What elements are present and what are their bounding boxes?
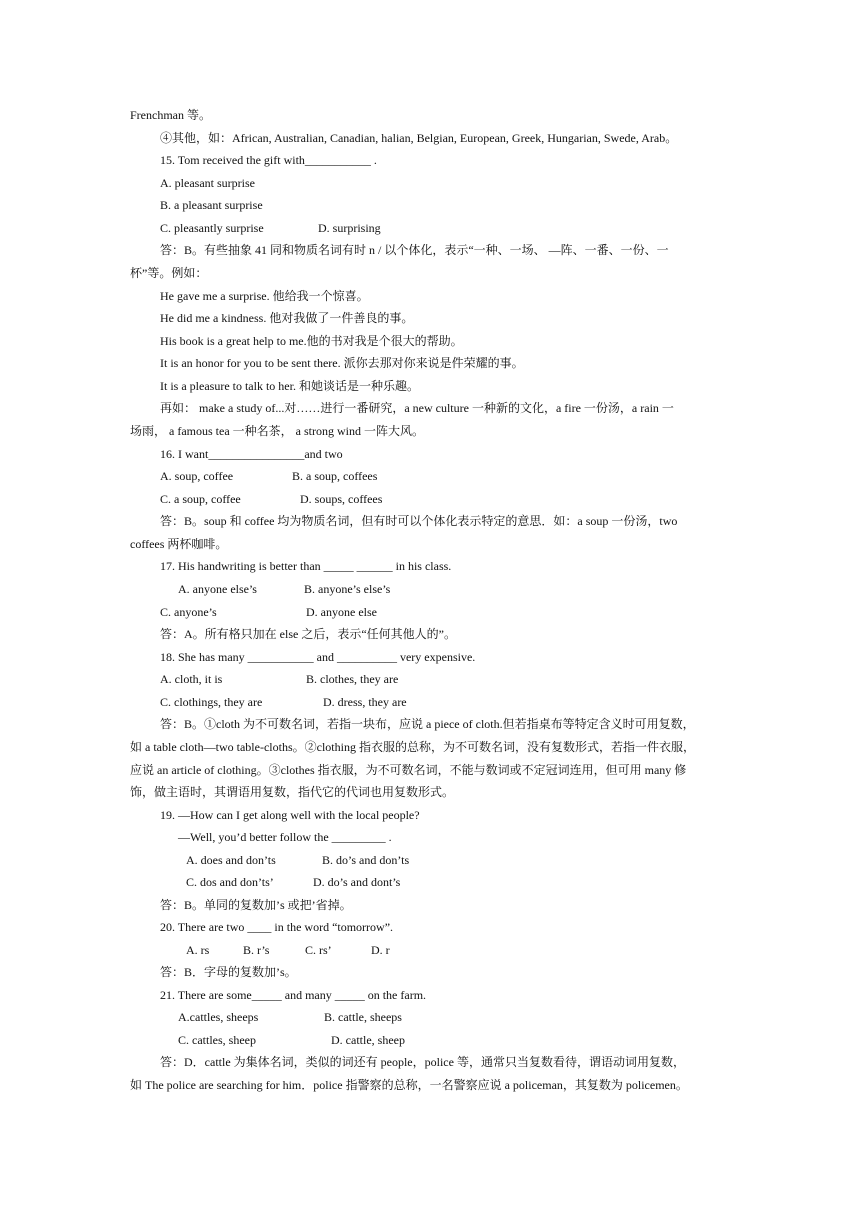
option-a: A. anyone else’s	[178, 582, 257, 596]
question-16: 16. I want________________and two	[160, 447, 343, 461]
example-line: He did me a kindness. 他对我做了一件善良的事。	[160, 311, 414, 325]
example-line: He gave me a surprise. 他给我一个惊喜。	[160, 289, 369, 303]
option-a: A. pleasant surprise	[160, 176, 255, 190]
option-b: B. a soup, coffees	[292, 469, 378, 483]
option-a: A. does and don’ts	[186, 853, 276, 867]
text-line: Frenchman 等。	[130, 108, 211, 122]
option-d: D. dress, they are	[323, 695, 407, 709]
question-17: 17. His handwriting is better than _____ ______ in his class.	[160, 559, 452, 573]
option-a: A.cattles, sheeps	[178, 1010, 259, 1024]
question-19: 19. —How can I get along well with the local people?	[160, 808, 420, 822]
option-c: C. clothings, they are	[160, 695, 263, 709]
option-b: B. cattle, sheeps	[324, 1010, 402, 1024]
option-a: A. cloth, it is	[160, 672, 223, 686]
answer-21: 答：D．cattle 为集体名词，类似的词还有 people，police 等，通常只当复数看待，谓语动词用复数，	[160, 1055, 685, 1069]
text-line: ④其他，如：African, Australian, Canadian, halian, Belgian, European, Greek, Hungarian, Swede, Arab。	[160, 131, 678, 145]
option-c: C. cattles, sheep	[178, 1033, 256, 1047]
option-d: D. anyone else	[306, 605, 377, 619]
option-b: B. a pleasant surprise	[160, 198, 263, 212]
question-15: 15. Tom received the gift with___________ .	[160, 153, 377, 167]
answer-21-cont: 如 The police are searching for him．police 指警察的总称，一名警察应说 a policeman，其复数为 policemen。	[130, 1078, 688, 1092]
option-c: C. rs’	[305, 943, 332, 957]
option-d: D. surprising	[318, 221, 381, 235]
option-b: B. anyone’s else’s	[304, 582, 391, 596]
answer-18-cont: 应说 an article of clothing。③clothes 指衣服，为不可数名词，不能与数词或不定冠词连用，但可用 many 修	[130, 763, 687, 777]
option-c: C. anyone’s	[160, 605, 217, 619]
option-a: A. rs	[186, 943, 210, 957]
answer-19: 答：B。单同的复数加’s 或把’省掉。	[160, 898, 352, 912]
example-line: It is an honor for you to be sent there. 派你去那对你来说是件荣耀的事。	[160, 356, 524, 370]
answer-18: 答：B。①cloth 为不可数名词，若指一块布，应说 a piece of cloth.但若指桌布等特定含义时可用复数，	[160, 717, 695, 731]
example-line: 再如： make a study of...对……进行一番研究，a new culture 一种新的文化，a fire 一份汤，a rain 一	[160, 401, 674, 415]
answer-17: 答：A。所有格只加在 else 之后，表示“任何其他人的”。	[160, 627, 456, 641]
answer-16-cont: coffees 两杯咖啡。	[130, 537, 228, 551]
question-20: 20. There are two ____ in the word “tomorrow”.	[160, 920, 394, 934]
answer-15: 答：B。有些抽象 41 同和物质名词有时 n / 以个体化，表示“一种、一场、 —阵、一番、一份、一	[160, 243, 669, 257]
option-b: B. r’s	[243, 943, 270, 957]
option-d: D. r	[371, 943, 390, 957]
question-18: 18. She has many ___________ and __________ very expensive.	[160, 650, 476, 664]
answer-20: 答：B．字母的复数加’s。	[160, 965, 297, 979]
option-b: B. clothes, they are	[306, 672, 399, 686]
option-c: C. pleasantly surprise	[160, 221, 264, 235]
question-19-reply: —Well, you’d better follow the _________ .	[178, 830, 392, 844]
option-c: C. a soup, coffee	[160, 492, 241, 506]
answer-16: 答：B。soup 和 coffee 均为物质名词，但有时可以个体化表示特定的意思．如：a soup 一份汤，two	[160, 514, 678, 528]
option-a: A. soup, coffee	[160, 469, 234, 483]
example-line: It is a pleasure to talk to her. 和她谈话是一种乐趣。	[160, 379, 419, 393]
answer-18-cont: 如 a table cloth—two table-cloths。②clothing 指衣服的总称，为不可数名词，没有复数形式，若指一件衣服，	[130, 740, 695, 754]
example-line: His book is a great help to me.他的书对我是个很大的帮助。	[160, 334, 463, 348]
option-d: D. cattle, sheep	[331, 1033, 405, 1047]
option-d: D. soups, coffees	[300, 492, 383, 506]
answer-18-cont: 饰，做主语时，其谓语用复数，指代它的代词也用复数形式。	[130, 785, 455, 799]
example-line: 场雨， a famous tea 一种名茶， a strong wind 一阵大风。	[130, 424, 424, 438]
option-d: D. do’s and dont’s	[313, 875, 401, 889]
option-b: B. do’s and don’ts	[322, 853, 410, 867]
option-c: C. dos and don’ts’	[186, 875, 274, 889]
question-21: 21. There are some_____ and many _____ on the farm.	[160, 988, 427, 1002]
answer-15-cont: 杯”等。例如：	[130, 266, 208, 280]
